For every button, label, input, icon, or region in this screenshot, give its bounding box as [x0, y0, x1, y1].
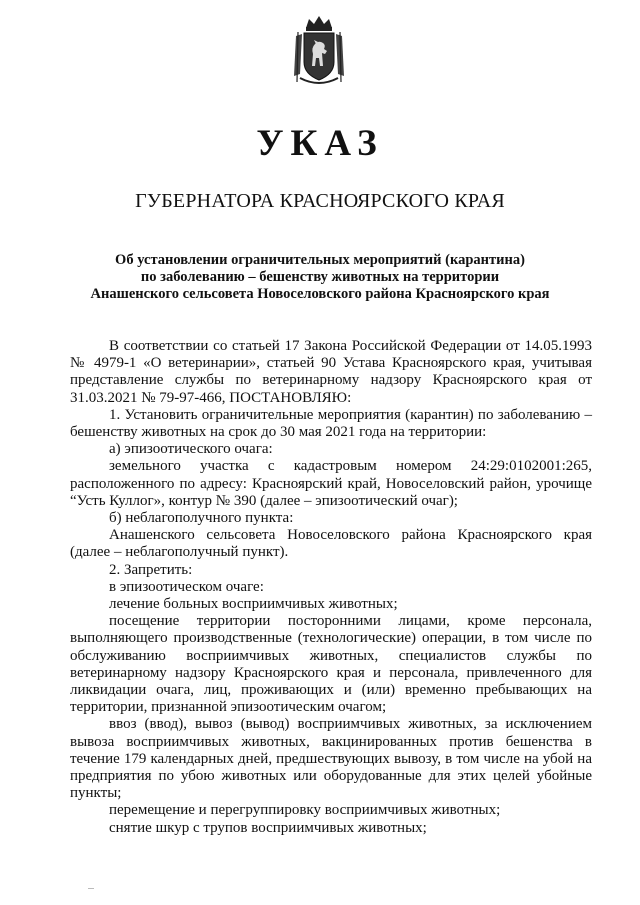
prohibition-item: лечение больных восприимчивых животных;: [109, 596, 398, 613]
document-type-heading: УКАЗ: [256, 123, 384, 164]
prohibition-item: ввоз (ввод), вывоз (вывод) восприимчивых животных, за исключением вывоза восприимчивых животных, вакцинированных против бешенства в течение 179 календарных дней, предшествующих вывозу, в том числе на убой на предприятия по убою животных или оборудованные для этих целей убойные пункты;: [70, 716, 592, 802]
scan-mark: [88, 888, 94, 889]
decree-body: [70, 338, 592, 837]
subclause-b-heading: б) неблагополучного пункта:: [109, 510, 294, 527]
coat-of-arms-icon: [292, 14, 346, 86]
subclause-a-heading: а) эпизоотического очага:: [109, 441, 273, 458]
decree-title: [60, 252, 580, 303]
decree-title-line: Анашенского сельсовета Новоселовского района Красноярского края: [90, 286, 550, 302]
prohibition-item: посещение территории посторонними лицами, кроме персонала, выполняющего производственные (технологические) операции, в том числе по обслуживанию восприимчивых животных, специалистов службы по ветеринарному надзору Красноярского края и персонала, привлеченного для ликвидации очага, лиц, проживающих и (или) временно пребывающих на территории, признанной эпизоотическим очагом;: [70, 613, 592, 716]
prohibition-item: снятие шкур с трупов восприимчивых животных;: [109, 819, 427, 836]
subclause-b-text: Анашенского сельсовета Новоселовского района Красноярского края (далее – неблагополучный пункт).: [70, 527, 592, 561]
clause-1-paragraph: 1. Установить ограничительные мероприятия (карантин) по заболеванию – бешенству животных на срок до 30 мая 2021 года на территории:: [70, 406, 592, 441]
clause-2-paragraph: 2. Запретить:: [109, 561, 193, 578]
decree-title-line: по заболеванию – бешенству животных на территории: [140, 269, 500, 285]
prohibition-item: перемещение и перегруппировку восприимчивых животных;: [109, 802, 501, 819]
subclause-a-text: земельного участка с кадастровым номером 24:29:0102001:265, расположенного по адресу: Красноярский край, Новоселовский район, урочище “Усть Куллог», контур № 390 (далее – эпизоотический очаг);: [70, 458, 592, 509]
decree-title-line: Об установлении ограничительных мероприятий (карантина): [115, 252, 525, 268]
preamble-paragraph: В соответствии со статьей 17 Закона Российской Федерации от 14.05.1993 № 4979-1 «О ветеринарии», статьей 90 Устава Красноярского края, учитывая представление службы по ветеринарному надзору Красноярского края от 31.03.2021 № 79-97-466, ПОСТАНОВЛЯЮ:: [70, 338, 592, 406]
clause-2-scope: в эпизоотическом очаге:: [109, 578, 264, 595]
issuer-heading: ГУБЕРНАТОРА КРАСНОЯРСКОГО КРАЯ: [135, 190, 505, 212]
